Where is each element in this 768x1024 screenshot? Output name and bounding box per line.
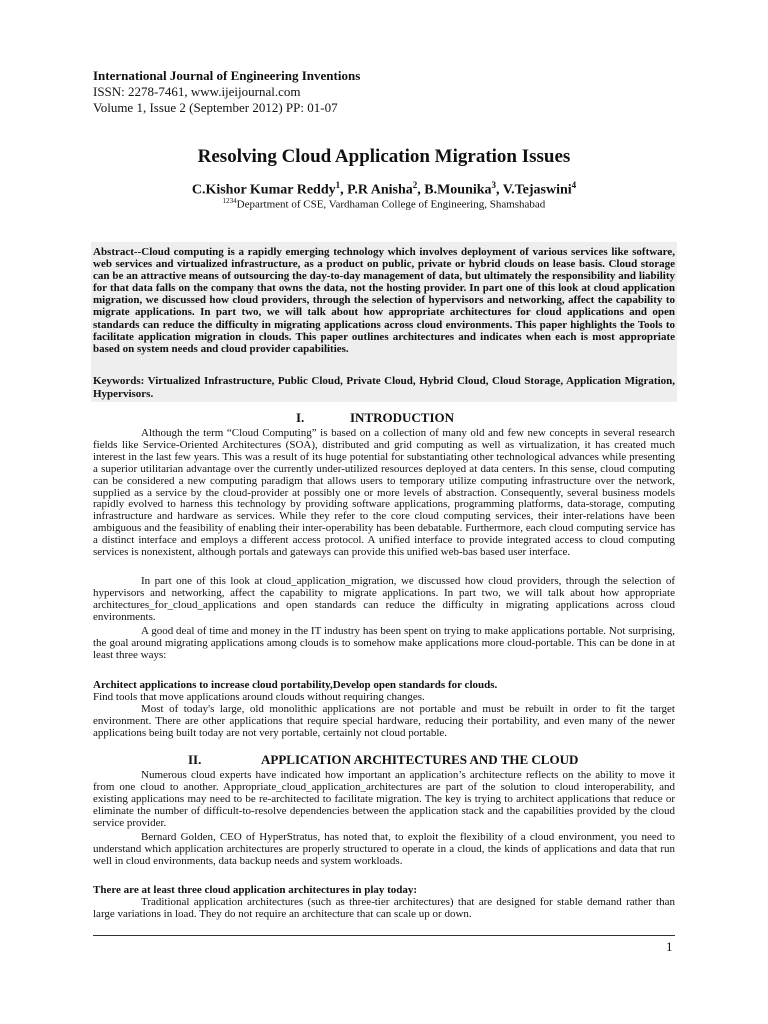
journal-header [93,68,693,116]
section-1-number: I. [296,410,305,425]
page-number: 1 [666,939,673,954]
section-1-heading [0,410,768,426]
author-sup: 2 [412,180,418,190]
affiliation-text: Department of CSE, Vardhaman College of Engineering, Shamshabad [236,198,546,211]
author-list [0,180,768,199]
intro-plain-line: Find tools that move applications around clouds without requiring changes. [93,691,425,703]
author-name: B.Mounika [424,182,492,198]
section-1-title: INTRODUCTION [350,410,455,425]
author-sep: , [340,182,348,198]
affiliation [0,197,768,211]
abstract: Abstract--Cloud computing is a rapidly emerging technology which involves deployment of various services like software, web services and virtualized infrastructure, as a product on public, private or hybrid clouds on lease basis. Cloud storage can be an attractive means of outsourcing the day-to-day management of data, but ultimately the responsibility and liability for that data falls on the company that owns the data, not the hosting provider. In part one of this look at cloud application migration, we discussed how cloud providers, through the selection of hypervisors and networking, affect the capability to migrate applications. In part two, we will talk about how appropriate architectures for cloud applications and open standards can reduce the difficulty in migrating applications across cloud environments. This paper highlights the Tools to facilitate application migration in clouds. This paper outlines architectures and indicates when each is most appropriate based on system needs and cloud provider capabilities. [93,246,675,355]
author-sep: , [417,182,425,198]
section-2-paragraph-2: Bernard Golden, CEO of HyperStratus, has noted that, to exploit the flexibility of a cloud environment, you need to understand which application architectures are properly structured to operate in a cloud, the kinds of applications and data that run well in cloud environments, data backup needs and system workloads. [93,831,675,867]
author-name: P.R Anisha [347,182,413,198]
footer-rule [93,935,675,936]
author-sup: 1 [335,180,341,190]
section-2-paragraph-3: Traditional application architectures (such as three-tier architectures) that are designed for stable demand rather than large variations in load. They do not require an architecture that can scale up or down. [93,896,675,920]
paper-title: Resolving Cloud Application Migration Issues [197,146,571,167]
author-sup: 4 [571,180,577,190]
intro-paragraph-3: A good deal of time and money in the IT industry has been spent on trying to make applications portable. Not surprising, the goal around migrating applications among clouds is to somehow make applications more cloud-portable. This can be done in at least three ways: [93,625,675,661]
intro-paragraph-4: Most of today's large, old monolithic applications are not portable and must be rebuilt in order to fit the target environment. There are other applications that require special hardware, reducing their portability, and even many of the newer applications being built today are not very portable, certainly not cloud portable. [93,703,675,739]
journal-name: International Journal of Engineering Inventions [93,68,361,83]
author-sep: , [496,182,503,198]
keywords: Keywords: Virtualized Infrastructure, Public Cloud, Private Cloud, Hybrid Cloud, Cloud Storage, Application Migration, Hypervisors. [93,375,675,400]
section-2-title: APPLICATION ARCHITECTURES AND THE CLOUD [261,752,579,767]
author-sup: 3 [491,180,497,190]
affiliation-sup: 1234 [222,197,237,205]
intro-bold-line: Architect applications to increase cloud portability,Develop open standards for clouds. [93,679,498,691]
journal-volume: Volume 1, Issue 2 (September 2012) PP: 01-07 [93,100,338,115]
section-2-bold-line: There are at least three cloud application architectures in play today: [93,884,418,896]
intro-paragraph-1: Although the term “Cloud Computing” is based on a collection of many old and few new concepts in several research fields like Service-Oriented Architectures (SOA), distributed and grid computing as well as virtualization, it has created much interest in the last few years. This was a result of its huge potential for substantiating other technological advances while presenting a superior utilitarian advantage over the currently under-utilized resources deployed at data centers. In this sense, cloud computing can be considered a new computing paradigm that allows users to temporary utilize computing infrastructure over the network, supplied as a service by the cloud-provider at possibly one or more levels of abstraction. Consequently, several business models rapidly evolved to harness this technology by providing software applications, programming platforms, data-storage, computing infrastructure and hardware as services. While they refer to the core cloud computing services, their inter-relations have been ambiguous and the feasibility of enabling their inter-operability has been debatable. Furthermore, each cloud computing service has a distinct interface and employs a different access protocol. A unified interface to provide integrated access to cloud computing services is nonexistent, although portals and gateways can provide this unified web-bas based user interface. [93,427,675,559]
journal-issn: ISSN: 2278-7461, www.ijeijournal.com [93,84,301,99]
intro-paragraph-2: In part one of this look at cloud_application_migration, we discussed how cloud providers, through the selection of hypervisors and networking, affect the capability to migrate applications. In part two, we will talk about how appropriate architectures_for_cloud_applications and open standards can reduce the difficulty in migrating applications across cloud environments. [93,575,675,623]
section-2-heading [0,752,768,768]
section-2-paragraph-1: Numerous cloud experts have indicated how important an application’s architecture reflects on the ability to move it from one cloud to another. Appropriate_cloud_application_architectures are part of the solution to cloud interoperability, and existing applications may need to be re-architected to facilitate migration. The key is trying to architect applications that reduce or eliminate the number of difficult-to-resolve dependencies between the application stack and the capabilities provided by the cloud service provider. [93,769,675,829]
section-2-number: II. [188,752,202,767]
author-name: V.Tejaswini [502,182,572,198]
author-name: C.Kishor Kumar Reddy [191,182,336,198]
